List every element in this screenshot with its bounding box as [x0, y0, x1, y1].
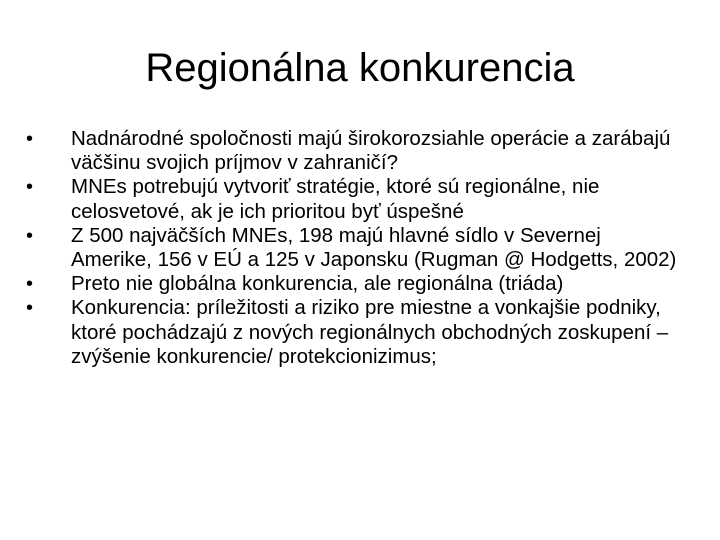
bullet-item — [26, 296, 686, 369]
bullet-point-icon: • — [26, 128, 34, 150]
bullet-list — [26, 127, 686, 369]
bullet-item — [26, 175, 686, 223]
bullet-point-icon: • — [26, 273, 34, 296]
bullet-text: Z 500 najväčších MNEs, 198 majú hlavné sídlo v Severnej Amerike, 156 v EÚ a 125 v Japonsku (Rugman @ Hodgetts, 2002) — [71, 223, 677, 272]
bullet-point-icon: • — [26, 224, 34, 247]
bullet-item — [26, 127, 686, 175]
bullet-item — [26, 224, 686, 272]
bullet-text: MNEs potrebujú vytvoriť stratégie, ktoré sú regionálne, nie celosvetové, ak je ich prioritou byť úspešné — [71, 175, 600, 223]
bullet-text: Konkurencia: príležitosti a riziko pre miestne a vonkajšie podniky, ktoré pochádzajú z nových regionálnych obchodných zoskupení – zvýšenie konkurencie/ protekcionizimus; — [71, 296, 669, 368]
bullet-point-icon: • — [26, 297, 34, 320]
slide-title: Regionálna konkurencia — [145, 46, 575, 90]
bullet-text: Preto nie globálna konkurencia, ale regionálna (triáda) — [71, 272, 564, 296]
bullet-text: Nadnárodné spoločnosti majú širokorozsiahle operácie a zarábajú väčšinu svojich príjmov v zahraničí? — [71, 127, 671, 175]
bullet-item — [26, 272, 686, 296]
bullet-point-icon: • — [26, 176, 34, 199]
